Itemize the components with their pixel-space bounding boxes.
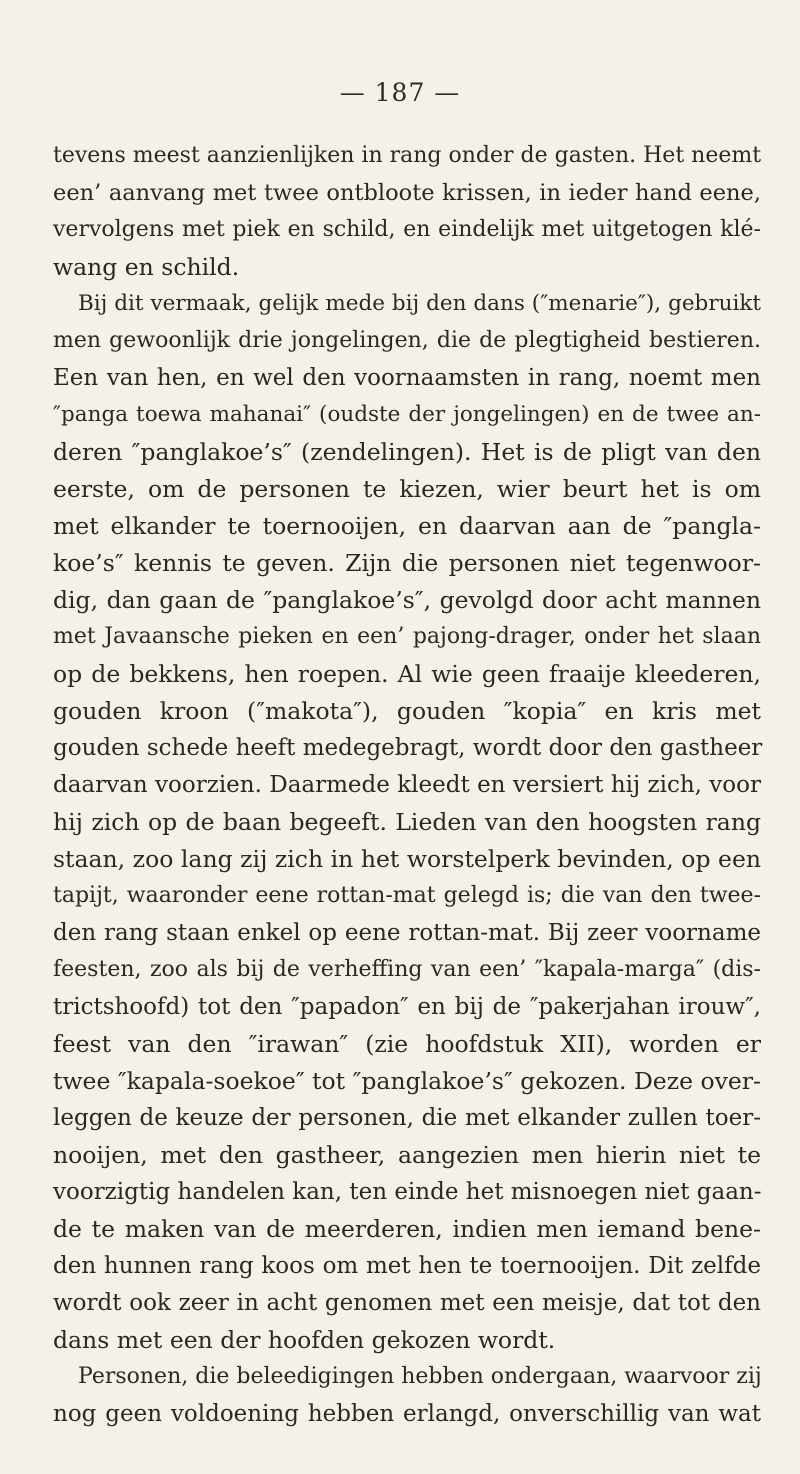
text-line: twee ″kapala-soekoe″ tot ″panglakoe’s″ gekozen. Deze over- [53, 1067, 761, 1095]
text-line: met elkander te toernooijen, en daarvan aan de ″pangla- [53, 512, 761, 540]
text-line: feest van den ″irawan″ (zie hoofdstuk XII), worden er [53, 1030, 761, 1058]
text-line: Personen, die beleedigingen hebben ondergaan, waarvoor zij [78, 1364, 762, 1389]
text-line: Bij dit vermaak, gelijk mede bij den dans (″menarie″), gebruikt [78, 291, 761, 316]
text-line: gouden schede heeft medegebragt, wordt door den gastheer [53, 735, 763, 761]
text-line: wordt ook zeer in acht genomen met een meisje, dat tot den [53, 1290, 761, 1316]
text-line: trictshoofd) tot den ″papadon″ en bij de ″pakerjahan irouw″, [53, 994, 761, 1020]
text-line: koe’s″ kennis te geven. Zijn die personen niet tegenwoor- [53, 549, 761, 577]
text-line: deren ″panglakoe’s″ (zendelingen). Het is de pligt van den [53, 438, 761, 466]
text-line: vervolgens met piek en schild, en eindelijk met uitgetogen klé- [53, 217, 761, 242]
text-line: Een van hen, en wel den voornaamsten in rang, noemt men [53, 365, 761, 391]
text-line: nooijen, met den gastheer, aangezien men hierin niet te [53, 1141, 761, 1169]
text-line: tevens meest aanzienlijken in rang onder de gasten. Het neemt [53, 143, 762, 168]
text-line: den hunnen rang koos om met hen te toernooijen. Dit zelfde [53, 1253, 761, 1279]
text-line: eerste, om de personen te kiezen, wier beurt het is om [53, 475, 761, 503]
text-line: met Javaansche pieken en een’ pajong-drager, onder het slaan [53, 624, 761, 649]
text-line: men gewoonlijk drie jongelingen, die de plegtigheid bestieren. [53, 328, 761, 353]
text-line: dig, dan gaan de ″panglakoe’s″, gevolgd door acht mannen [53, 586, 761, 614]
text-line: hij zich op de baan begeeft. Lieden van den hoogsten rang [53, 808, 761, 836]
text-line: feesten, zoo als bij de verheffing van een’ ″kapala-marga″ (dis- [53, 957, 761, 982]
text-line: leggen de keuze der personen, die met elkander zullen toer- [53, 1105, 761, 1131]
text-line: den rang staan enkel op eene rottan-mat. Bij zeer voorname [53, 920, 761, 946]
text-line: ″panga toewa mahanai″ (oudste der jongelingen) en de twee an- [53, 402, 761, 427]
text-line: op de bekkens, hen roepen. Al wie geen fraaije kleederen, [53, 660, 761, 688]
text-line: dans met een der hoofden gekozen wordt. [53, 1326, 556, 1354]
text-line: tapijt, waaronder eene rottan-mat gelegd is; die van den twee- [53, 883, 761, 908]
text-line: nog geen voldoening hebben erlangd, onverschillig van wat [53, 1401, 761, 1427]
text-line: voorzigtig handelen kan, ten einde het misnoegen niet gaan- [53, 1179, 762, 1205]
text-line: daarvan voorzien. Daarmede kleedt en versiert hij zich, voor [53, 772, 761, 798]
text-line: staan, zoo lang zij zich in het worstelperk bevinden, op een [53, 845, 761, 873]
text-line: gouden kroon (″makota″), gouden ″kopia″ en kris met [53, 697, 761, 725]
page-number-header: — 187 — [339, 78, 461, 107]
text-line: een’ aanvang met twee ontbloote krissen, in ieder hand eene, [53, 180, 761, 206]
text-line: wang en schild. [53, 253, 240, 281]
text-line: de te maken van de meerderen, indien men iemand bene- [53, 1215, 761, 1243]
